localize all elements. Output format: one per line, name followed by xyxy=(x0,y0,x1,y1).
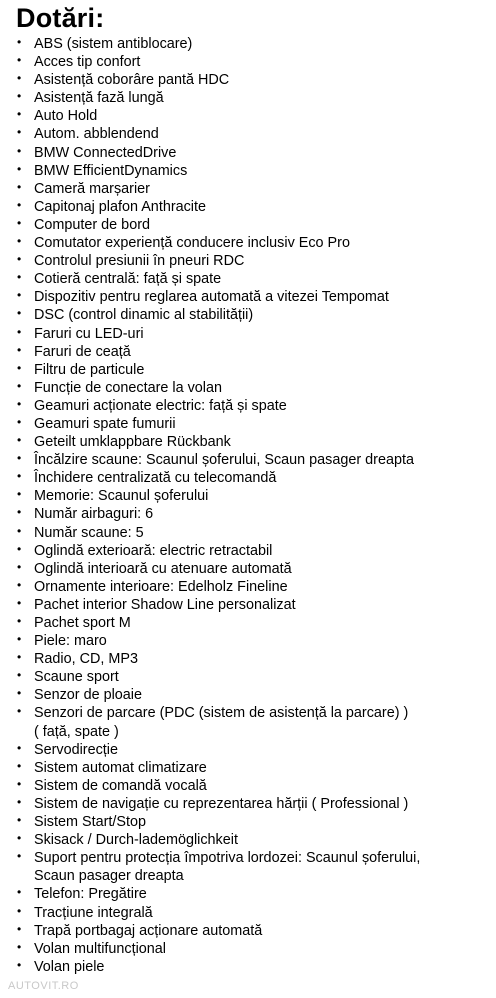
feature-list-item xyxy=(0,958,496,976)
bullet-icon: • xyxy=(17,378,22,393)
feature-list-item xyxy=(0,216,496,234)
bullet-icon: • xyxy=(17,813,22,828)
feature-list-item xyxy=(0,252,496,270)
feature-list-item xyxy=(0,397,496,415)
feature-list-item xyxy=(0,270,496,288)
bullet-icon: • xyxy=(17,179,22,194)
bullet-icon: • xyxy=(17,614,22,628)
bullet-icon: • xyxy=(17,650,22,665)
feature-list-item xyxy=(0,433,496,451)
feature-list-item xyxy=(0,704,496,740)
feature-list-item xyxy=(0,614,496,632)
feature-label: Cameră marșarier xyxy=(34,180,150,197)
feature-list-item xyxy=(0,487,496,505)
feature-label: Auto Hold xyxy=(34,108,98,125)
feature-label: Telefon: Pregătire xyxy=(34,886,147,903)
feature-label: BMW EfficientDynamics xyxy=(34,162,188,179)
feature-list-item xyxy=(0,361,496,379)
bullet-icon: • xyxy=(17,704,22,719)
feature-label: Număr airbaguri: 6 xyxy=(34,506,154,523)
bullet-icon: • xyxy=(17,577,22,592)
bullet-icon: • xyxy=(17,270,22,285)
feature-label: Faruri de ceață xyxy=(34,343,131,360)
bullet-icon: • xyxy=(17,595,22,610)
feature-list-item xyxy=(0,777,496,795)
feature-label: Acces tip confort xyxy=(34,54,141,71)
feature-list-item xyxy=(0,542,496,560)
bullet-icon: • xyxy=(17,89,22,104)
feature-label: Funcție de conectare la volan xyxy=(34,379,222,396)
feature-label: Pachet interior Shadow Line personalizat xyxy=(34,596,296,613)
feature-list-item xyxy=(0,578,496,596)
feature-label: Senzor de ploaie xyxy=(34,687,143,704)
bullet-icon: • xyxy=(17,360,22,375)
bullet-icon: • xyxy=(17,505,22,520)
bullet-icon: • xyxy=(17,107,22,122)
feature-label: Piele: maro xyxy=(34,633,107,650)
feature-label: Suport pentru protecția împotriva lordozei: Scaunul șoferului, xyxy=(34,850,421,867)
bullet-icon: • xyxy=(17,903,22,918)
feature-list-item xyxy=(0,306,496,324)
feature-label: Număr scaune: 5 xyxy=(34,524,144,541)
feature-label: Oglindă exterioară: electric retractabil xyxy=(34,542,273,559)
feature-label: Trapă portbagaj acționare automată xyxy=(34,922,263,939)
feature-label: Senzori de parcare (PDC (sistem de asistență la parcare) ) xyxy=(34,705,409,722)
feature-list-item xyxy=(0,325,496,343)
feature-list-item xyxy=(0,107,496,125)
feature-list-item xyxy=(0,668,496,686)
bullet-icon: • xyxy=(17,306,22,321)
bullet-icon: • xyxy=(17,758,22,773)
bullet-icon: • xyxy=(17,252,22,267)
feature-label: Cotieră centrală: față și spate xyxy=(34,271,222,288)
bullet-icon: • xyxy=(17,396,22,411)
feature-list-item xyxy=(0,35,496,53)
feature-list-item xyxy=(0,813,496,831)
bullet-icon: • xyxy=(17,288,22,303)
bullet-icon: • xyxy=(17,849,22,864)
bullet-icon: • xyxy=(17,215,22,230)
feature-list-item xyxy=(0,831,496,849)
feature-list-item xyxy=(0,922,496,940)
bullet-icon: • xyxy=(17,686,22,701)
bullet-icon: • xyxy=(17,433,22,448)
bullet-icon: • xyxy=(17,197,22,212)
feature-list xyxy=(0,35,496,976)
feature-label: Volan piele xyxy=(34,958,105,975)
bullet-icon: • xyxy=(17,451,22,466)
feature-label: Tracțiune integrală xyxy=(34,904,153,921)
feature-list-item xyxy=(0,53,496,71)
bullet-icon: • xyxy=(17,125,22,140)
feature-label: DSC (control dinamic al stabilității) xyxy=(34,307,254,324)
feature-label: Pachet sport M xyxy=(34,615,131,631)
feature-list-item xyxy=(0,759,496,777)
feature-label: Asistență coborâre pantă HDC xyxy=(34,72,230,89)
feature-label: Scaune sport xyxy=(34,669,119,686)
bullet-icon: • xyxy=(17,523,22,538)
bullet-icon: • xyxy=(17,324,22,339)
page-title: Dotări: xyxy=(16,3,105,33)
feature-list-item xyxy=(0,524,496,542)
bullet-icon: • xyxy=(17,831,22,846)
feature-label: Capitonaj plafon Anthracite xyxy=(34,198,207,215)
bullet-icon: • xyxy=(17,668,22,683)
bullet-icon: • xyxy=(17,957,22,972)
feature-list-item xyxy=(0,125,496,143)
bullet-icon: • xyxy=(17,161,22,176)
feature-label: Volan multifuncțional xyxy=(34,940,166,957)
bullet-icon: • xyxy=(17,740,22,755)
feature-label: Computer de bord xyxy=(34,216,150,233)
bullet-icon: • xyxy=(17,632,22,647)
feature-label: Comutator experiență conducere inclusiv Eco Pro xyxy=(34,235,350,252)
feature-list-item xyxy=(0,741,496,759)
feature-label: Radio, CD, MP3 xyxy=(34,651,138,668)
feature-list-item xyxy=(0,505,496,523)
bullet-icon: • xyxy=(17,921,22,936)
feature-label: Geamuri acționate electric: față și spate xyxy=(34,397,287,414)
feature-label: Filtru de particule xyxy=(34,361,145,378)
bullet-icon: • xyxy=(17,35,22,49)
feature-list-item xyxy=(0,849,496,885)
feature-list-item xyxy=(0,343,496,361)
feature-list-item xyxy=(0,686,496,704)
bullet-icon: • xyxy=(17,71,22,86)
feature-label: Geamuri spate fumurii xyxy=(34,415,176,432)
bullet-icon: • xyxy=(17,414,22,429)
bullet-icon: • xyxy=(17,559,22,574)
feature-list-item xyxy=(0,379,496,397)
feature-list-item xyxy=(0,940,496,958)
feature-label: Memorie: Scaunul șoferului xyxy=(34,488,209,505)
feature-label: Sistem de comandă vocală xyxy=(34,777,207,794)
bullet-icon: • xyxy=(17,794,22,809)
feature-list-item xyxy=(0,904,496,922)
feature-label: Dispozitiv pentru reglarea automată a vitezei Tempomat xyxy=(34,289,389,306)
feature-list-item xyxy=(0,650,496,668)
feature-list-item xyxy=(0,885,496,903)
feature-list-item xyxy=(0,560,496,578)
feature-list-item xyxy=(0,596,496,614)
bullet-icon: • xyxy=(17,541,22,556)
feature-label: Asistență fază lungă xyxy=(34,90,164,107)
feature-label: Sistem Start/Stop xyxy=(34,814,146,831)
feature-list-item xyxy=(0,162,496,180)
feature-label: Servodirecție xyxy=(34,741,118,758)
watermark: AUTOVIT.RO xyxy=(8,980,79,992)
bullet-icon: • xyxy=(17,143,22,158)
bullet-icon: • xyxy=(17,487,22,502)
bullet-icon: • xyxy=(17,342,22,357)
feature-list-item xyxy=(0,180,496,198)
bullet-icon: • xyxy=(17,53,22,68)
feature-label: Scaun pasager dreapta xyxy=(34,868,184,885)
feature-label: Sistem de navigație cu reprezentarea hărții ( Professional ) xyxy=(34,795,409,812)
feature-list-item xyxy=(0,415,496,433)
feature-list-item xyxy=(0,234,496,252)
feature-label: Controlul presiunii în pneuri RDC xyxy=(34,253,245,270)
feature-list-item xyxy=(0,632,496,650)
feature-list-item xyxy=(0,795,496,813)
feature-label: Ornamente interioare: Edelholz Fineline xyxy=(34,578,288,595)
feature-list-item xyxy=(0,288,496,306)
bullet-icon: • xyxy=(17,469,22,484)
feature-list-item xyxy=(0,198,496,216)
bullet-icon: • xyxy=(17,234,22,249)
bullet-icon: • xyxy=(17,939,22,954)
feature-label: Încălzire scaune: Scaunul șoferului, Scaun pasager dreapta xyxy=(34,452,414,469)
feature-label: Autom. abblendend xyxy=(34,126,159,143)
feature-list-item xyxy=(0,451,496,469)
feature-label: Oglindă interioară cu atenuare automată xyxy=(34,560,292,577)
feature-list-item xyxy=(0,71,496,89)
feature-label: ( față, spate ) xyxy=(34,723,119,740)
feature-label: BMW ConnectedDrive xyxy=(34,144,177,161)
feature-label: Închidere centralizată cu telecomandă xyxy=(34,470,277,487)
feature-list-item xyxy=(0,89,496,107)
feature-label: Skisack / Durch-lademöglichkeit xyxy=(34,832,238,849)
feature-label: Sistem automat climatizare xyxy=(34,759,207,776)
feature-list-item xyxy=(0,469,496,487)
feature-label: Geteilt umklappbare Rückbank xyxy=(34,434,231,451)
bullet-icon: • xyxy=(17,885,22,900)
feature-label: ABS (sistem antiblocare) xyxy=(34,36,193,52)
bullet-icon: • xyxy=(17,776,22,791)
feature-label: Faruri cu LED-uri xyxy=(34,325,144,342)
feature-list-item xyxy=(0,144,496,162)
